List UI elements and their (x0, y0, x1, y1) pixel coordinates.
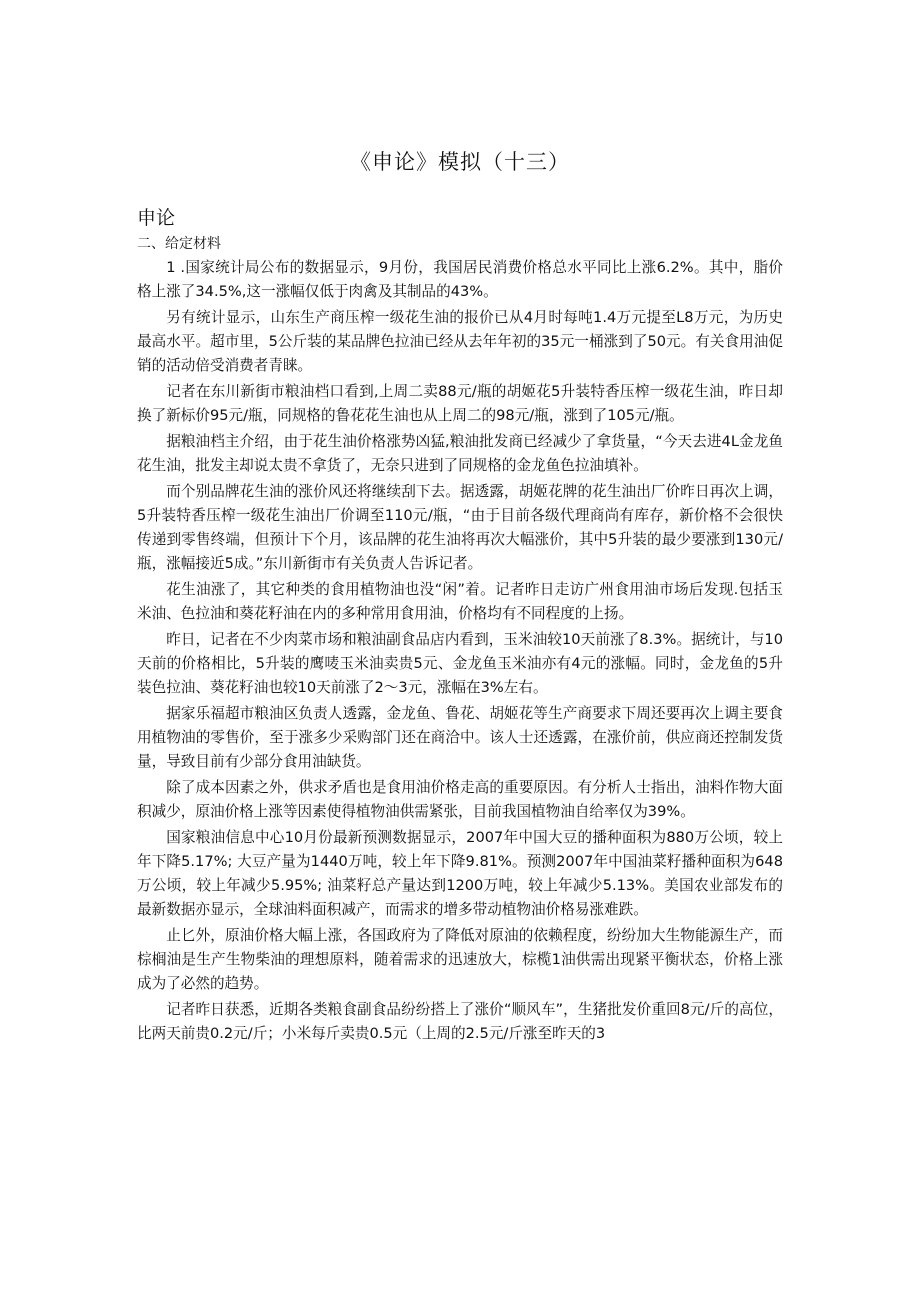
document-title: 《申论》模拟（十三） (350, 150, 570, 174)
subsection-title: 二、给定材料 (137, 236, 221, 252)
paragraph: 国家粮油信息中心10月份最新预测数据显示，2007年中国大豆的播种面积为880万公顷，较上年下降5.17%; 大豆产量为1440万吨，较上年下降9.81%。预测2007年中国油菜籽播种面积为648万公顷，较上年减少5.95%; 油菜籽总产量达到1200万吨，较上年减少5.13%。美国农业部发布的最新数据亦显示，全球油料面积减产，而需求的增多带动植物油价格易涨难跌。 (137, 829, 783, 918)
paragraph: 除了成本因素之外，供求矛盾也是食用油价格走高的重要原因。有分析人士指出，油料作物大面积减少，原油价格上涨等因素使得植物油供需紧张，目前我国植物油自给率仅为39%。 (137, 779, 783, 820)
paragraph: 花生油涨了，其它种类的食用植物油也没“闲”着。记者昨日走访广州食用油市场后发现.包括玉米油、色拉油和葵花籽油在内的多种常用食用油，价格均有不同程度的上扬。 (137, 581, 783, 622)
paragraph: 记者昨日获悉，近期各类粮食副食品纷纷搭上了涨价“顺风车”，生猪批发价重回8元/斤的高位，比两天前贵0.2元/斤；小米每斤卖贵0.5元（上周的2.5元/斤涨至昨天的3 (137, 1001, 783, 1042)
paragraph: 止匕外，原油价格大幅上涨，各国政府为了降低对原油的依赖程度，纷纷加大生物能源生产，而棕榈油是生产生物柴油的理想原料，随着需求的迅速放大，棕榄1油供需出现紧平衡状态，价格上涨成为了必然的趋势。 (137, 927, 783, 992)
section-title: 申论 (137, 207, 176, 229)
paragraph: 而个别品牌花生油的涨价风还将继续刮下去。据透露，胡姬花牌的花生油出厂价昨日再次上调，5升装特香压榨一级花生油出厂价调至110元/瓶，“由于目前各级代理商尚有库存，新价格不会很快传递到零售终端，但预计下个月，该品牌的花生油将再次大幅涨价，其中5升装的最少要涨到130元/瓶，涨幅接近5成。”东川新街市有关负责人告诉记者。 (137, 483, 783, 572)
material-body (137, 256, 783, 1048)
paragraph: 据粮油档主介绍，由于花生油价格涨势凶猛,粮油批发商已经减少了拿货量，“今天去进4L金龙鱼花生油，批发主却说太贵不拿货了，无奈只进到了同规格的金龙鱼色拉油填补。 (137, 433, 783, 474)
paragraph: 昨日，记者在不少肉菜市场和粮油副食品店内看到，玉米油较10天前涨了8.3%。据统计，与10天前的价格相比，5升装的鹰唛玉米油卖贵5元、金龙鱼玉米油亦有4元的涨幅。同时，金龙鱼的5升装色拉油、葵花籽油也较10天前涨了2〜3元，涨幅在3%左右。 (137, 631, 783, 696)
paragraph: 另有统计显示，山东生产商压榨一级花生油的报价已从4月时每吨1.4万元提至L8万元，为历史最高水平。超市里，5公斤装的某品牌色拉油已经从去年年初的35元一桶涨到了50元。有关食用油促销的活动倍受消费者青睐。 (137, 309, 783, 374)
paragraph: 记者在东川新街市粮油档口看到,上周二卖88元/瓶的胡姬花5升装特香压榨一级花生油，昨日却换了新标价95元/瓶，同规格的鲁花花生油也从上周二的98元/瓶，涨到了105元/瓶。 (137, 383, 783, 424)
paragraph: 1 .国家统计局公布的数据显示，9月份，我国居民消费价格总水平同比上涨6.2%。其中，脂价格上涨了34.5%,这一涨幅仅低于肉禽及其制品的43%。 (137, 259, 783, 300)
paragraph: 据家乐福超市粮油区负责人透露，金龙鱼、鲁花、胡姬花等生产商要求下周还要再次上调主要食用植物油的零售价，至于涨多少采购部门还在商洽中。该人士还透露，在涨价前，供应商还控制发货量，导致目前有少部分食用油缺货。 (137, 705, 783, 770)
